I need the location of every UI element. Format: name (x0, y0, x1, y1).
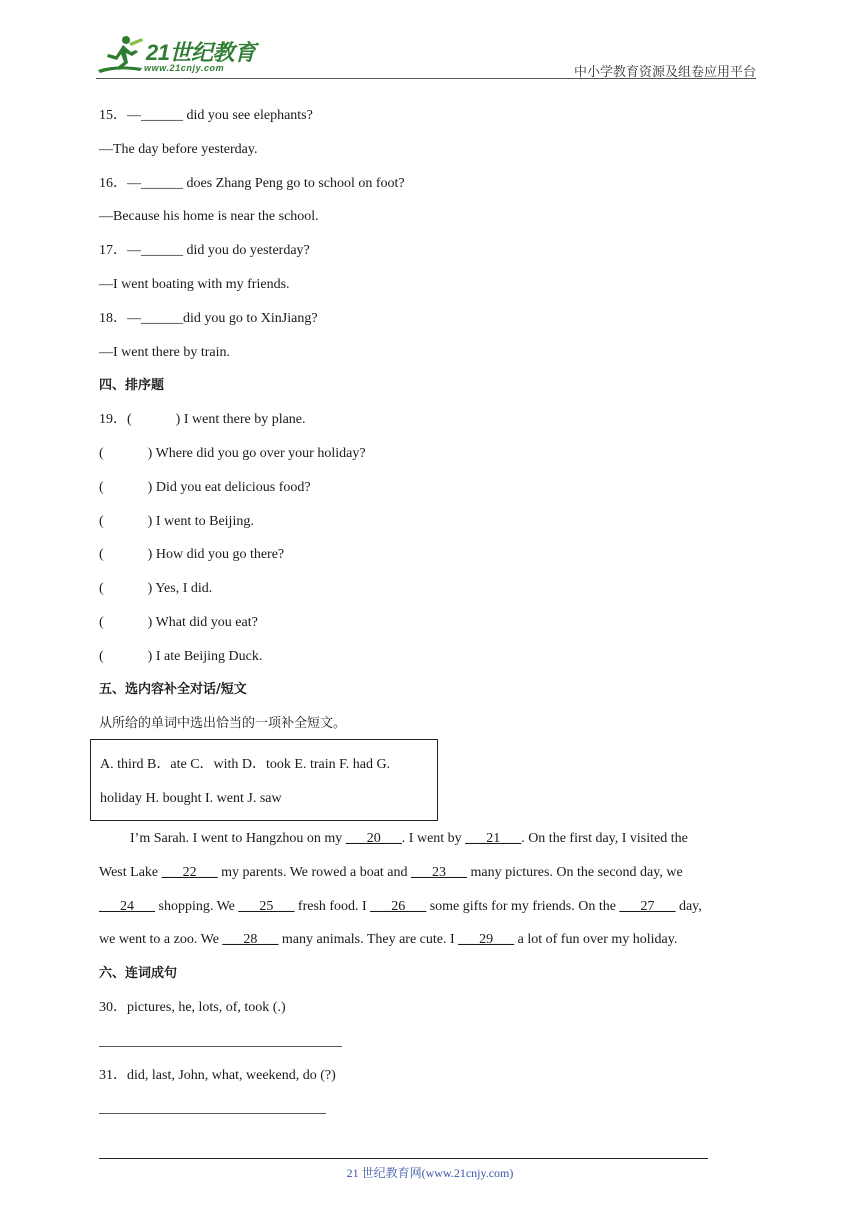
order-item: ( ) What did you eat? (99, 615, 258, 630)
order-item: ( ) Yes, I did. (99, 581, 213, 596)
section-6-title: 六、连词成句 (99, 966, 178, 981)
order-item-text: Did you eat delicious food? (155, 480, 311, 495)
passage-line: ___24___ shopping. We ___25___ fresh food. I ___26___ some gifts for my friends. On the ___27___ day, (99, 899, 702, 914)
question-17: 17．—______ did you do yesterday? (99, 243, 310, 258)
order-item-text: How did you go there? (155, 547, 285, 562)
order-item: 19．( ) I went there by plane. (99, 412, 306, 427)
word-bank-row: holiday H. bought I. went J. saw (100, 791, 282, 806)
passage-line: West Lake ___22___ my parents. We rowed a boat and ___23___ many pictures. On the second day, we (99, 865, 683, 880)
question-number: 19． (99, 412, 127, 427)
site-slogan: 中小学教育资源及组卷应用平台 (573, 65, 756, 80)
footer-divider (99, 1158, 708, 1159)
blank-26: ___26___ (370, 899, 427, 914)
question-15: 15．—______ did you see elephants? (99, 108, 313, 123)
blank-20: ___20___ (345, 831, 402, 846)
answer-16: —Because his home is near the school. (99, 209, 319, 224)
order-item-text: I went there by plane. (183, 412, 306, 427)
logo-url: www.21cnjy.com (144, 63, 225, 73)
question-16: 16．—______ does Zhang Peng go to school on foot? (99, 176, 405, 191)
word-bank-box (90, 739, 438, 821)
section-4-title: 四、排序题 (99, 378, 165, 393)
blank-21: ___21___ (465, 831, 522, 846)
blank-29: ___29___ (458, 932, 515, 947)
footer-link[interactable]: 21 世纪教育网(www.21cnjy.com) (346, 1166, 514, 1180)
page-header (96, 34, 756, 80)
order-item-text: I went to Beijing. (155, 514, 254, 529)
section-5-title: 五、选内容补全对话/短文 (99, 682, 247, 697)
order-item-text: I ate Beijing Duck. (155, 649, 263, 664)
blank-22: ___22___ (161, 865, 218, 880)
blank-25: ___25___ (238, 899, 295, 914)
question-31: 31．did, last, John, what, weekend, do (?) (99, 1068, 336, 1083)
blank-24: ___24___ (99, 899, 155, 914)
blank-27: ___27___ (619, 899, 676, 914)
answer-18: —I went there by train. (99, 345, 231, 360)
passage-line: we went to a zoo. We ___28___ many animals. They are cute. I ___29___ a lot of fun over my holiday. (99, 932, 678, 947)
question-30: 30．pictures, he, lots, of, took (.) (99, 1000, 286, 1015)
passage-line: I’m Sarah. I went to Hangzhou on my ___20___. I went by ___21___. On the first day, I visited the (130, 831, 688, 846)
runner-logo-icon (96, 34, 148, 78)
blank-23: ___23___ (411, 865, 468, 880)
order-item-text: Yes, I did. (155, 581, 213, 596)
blank-28: ___28___ (222, 932, 279, 947)
section-5-instruction: 从所给的单词中选出恰当的一项补全短文。 (99, 716, 347, 731)
answer-line-31[interactable] (99, 1113, 326, 1114)
header-divider (96, 78, 756, 79)
order-item: ( ) Where did you go over your holiday? (99, 446, 366, 461)
answer-17: —I went boating with my friends. (99, 277, 290, 292)
order-item-text: What did you eat? (155, 615, 258, 630)
logo-text: 21世纪教育 (146, 40, 256, 65)
order-item: ( ) I went to Beijing. (99, 514, 254, 529)
order-item-text: Where did you go over your holiday? (155, 446, 366, 461)
answer-line-30[interactable] (99, 1046, 342, 1047)
order-item: ( ) How did you go there? (99, 547, 285, 562)
question-18: 18．—______did you go to XinJiang? (99, 311, 318, 326)
answer-15: —The day before yesterday. (99, 142, 258, 157)
site-logo (96, 34, 266, 78)
word-bank-row: A. third B．ate C．with D．took E. train F. had G. (100, 757, 391, 772)
order-item: ( ) Did you eat delicious food? (99, 480, 311, 495)
order-item: ( ) I ate Beijing Duck. (99, 649, 263, 664)
